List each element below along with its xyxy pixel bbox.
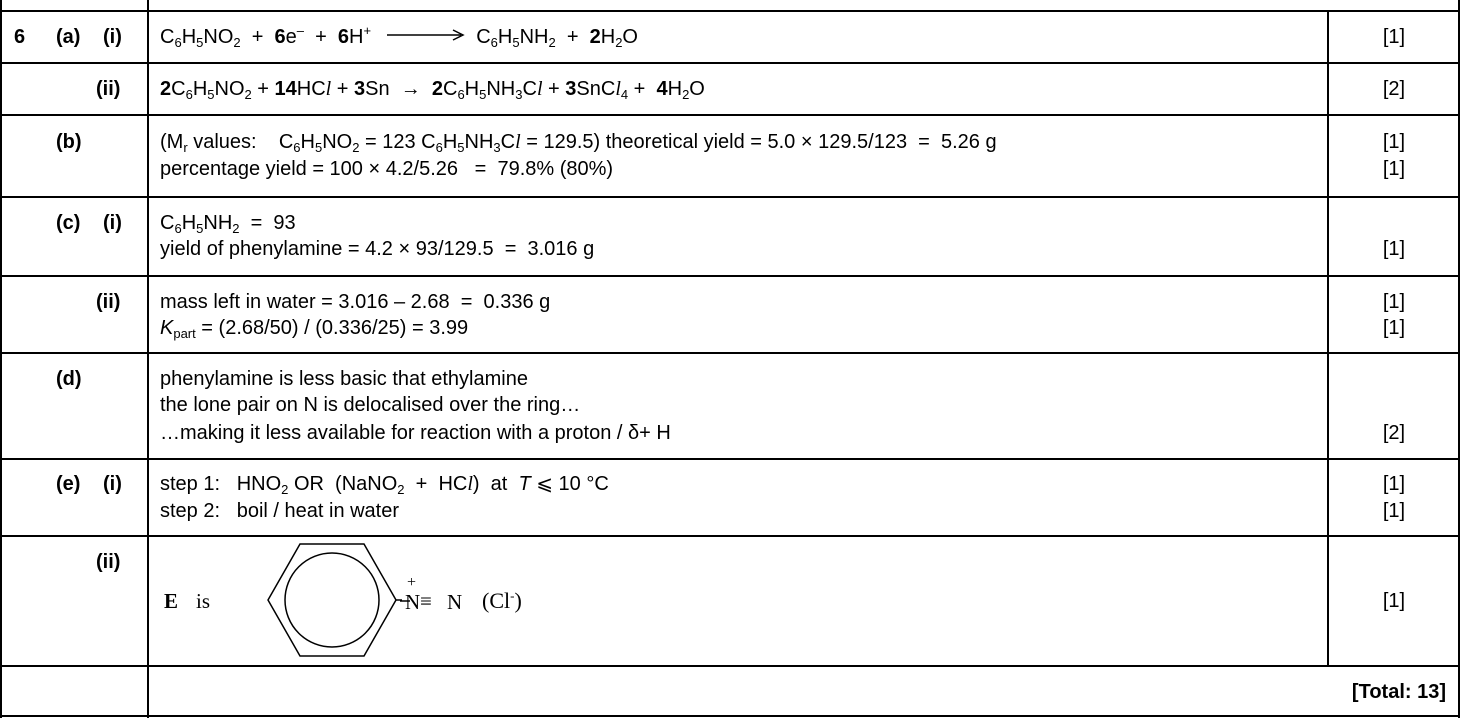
question-column-divider (147, 0, 149, 718)
row-divider (0, 535, 1460, 537)
row-divider (0, 352, 1460, 354)
row-divider (0, 114, 1460, 116)
row-divider (0, 275, 1460, 277)
subpart-label-e-ii: (ii) (96, 551, 121, 573)
row-divider (0, 62, 1460, 64)
top-border (0, 10, 1460, 12)
bottom-border (0, 715, 1460, 717)
subpart-label-c-i: (i) (103, 212, 122, 234)
total-marks: [Total: 13] (1351, 681, 1446, 703)
left-border (0, 0, 2, 718)
marks-b-2: [1] (1382, 158, 1406, 180)
positive-charge: + (407, 574, 417, 591)
row-divider (0, 665, 1460, 667)
marks-e-ii: [1] (1382, 590, 1406, 612)
answer-b-line-2: percentage yield = 100 × 4.2/5.26 = 79.8% (80%) (160, 158, 614, 180)
marks-d: [2] (1382, 422, 1406, 444)
chloride-counter-ion: (Cl-) (482, 588, 522, 613)
answer-c-ii-line-1: mass left in water = 3.016 – 2.68 = 0.336 g (160, 291, 551, 313)
subpart-label-a-ii: (ii) (96, 78, 121, 100)
answer-c-i-line-2: yield of phenylamine = 4.2 × 93/129.5 = 3.016 g (160, 238, 595, 260)
compound-e-is: is (196, 589, 211, 613)
long-arrow-icon (387, 28, 465, 42)
equation-a-ii: $2C_6H_5NO_2 + 14HCl + 3Sn \to 2C_6H_5NH_3Cl$ + 3SnCl$_4$ + $4H_2O$ (160, 78, 705, 102)
answer-c-i-line-1: $C_6H_5NH_2 = 93$ (160, 212, 296, 236)
answer-b-line-1: ($M_r$ values: $C_6H_5NO_2 = 123$ $C_6H_5NH_3Cl = 129.5$) theoretical yield = 5.0 × 129.5/123 = 5.26 g (160, 131, 997, 155)
equation-a-i: $C_6H_5NO_2 + 6e^- + 6H^+$ $C_6H_5NH_2 + 2H_2O$ (160, 23, 638, 50)
answer-e-i-line-2: step 2: boil / heat in water (160, 500, 400, 522)
marks-b-1: [1] (1382, 131, 1406, 153)
marks-e-i-2: [1] (1382, 500, 1406, 522)
question-number: 6 (14, 26, 26, 48)
nitrogen-2: N (447, 590, 463, 614)
part-label-c: (c) (56, 212, 81, 234)
compound-e-label: E (164, 589, 179, 613)
marks-c-i: [1] (1382, 238, 1406, 260)
subpart-label-c-ii: (ii) (96, 291, 121, 313)
answer-d-line-1: phenylamine is less basic that ethylamine (160, 368, 528, 390)
subpart-label-a-i: (i) (103, 26, 122, 48)
answer-c-ii-line-2: $K_{part} = (2.68/50) / (0.336/25) = 3.99$ (160, 317, 469, 341)
marks-c-ii-2: [1] (1382, 317, 1406, 339)
subpart-label-e-i: (i) (103, 473, 122, 495)
nitrogen-1: N (405, 590, 421, 614)
answer-d-line-2: the lone pair on N is delocalised over the ring… (160, 394, 581, 416)
answer-e-i-line-1: step 1: $HNO_2$ OR (NaNO$_2$ + HCl) at T ⩽ 10 °C (160, 473, 609, 497)
marks-a-ii: [2] (1382, 78, 1406, 100)
marks-e-i-1: [1] (1382, 473, 1406, 495)
marks-c-ii-1: [1] (1382, 291, 1406, 313)
marks-a-i: [1] (1382, 26, 1406, 48)
part-label-a: (a) (56, 26, 81, 48)
benzene-ring-icon (262, 540, 402, 664)
part-label-b: (b) (56, 131, 82, 153)
triple-bond: ≡ (420, 589, 432, 613)
part-label-d: (d) (56, 368, 82, 390)
part-label-e: (e) (56, 473, 81, 495)
answer-d-line-3: …making it less available for reaction with a proton / δ+ H (160, 422, 671, 444)
row-divider (0, 458, 1460, 460)
row-divider (0, 196, 1460, 198)
